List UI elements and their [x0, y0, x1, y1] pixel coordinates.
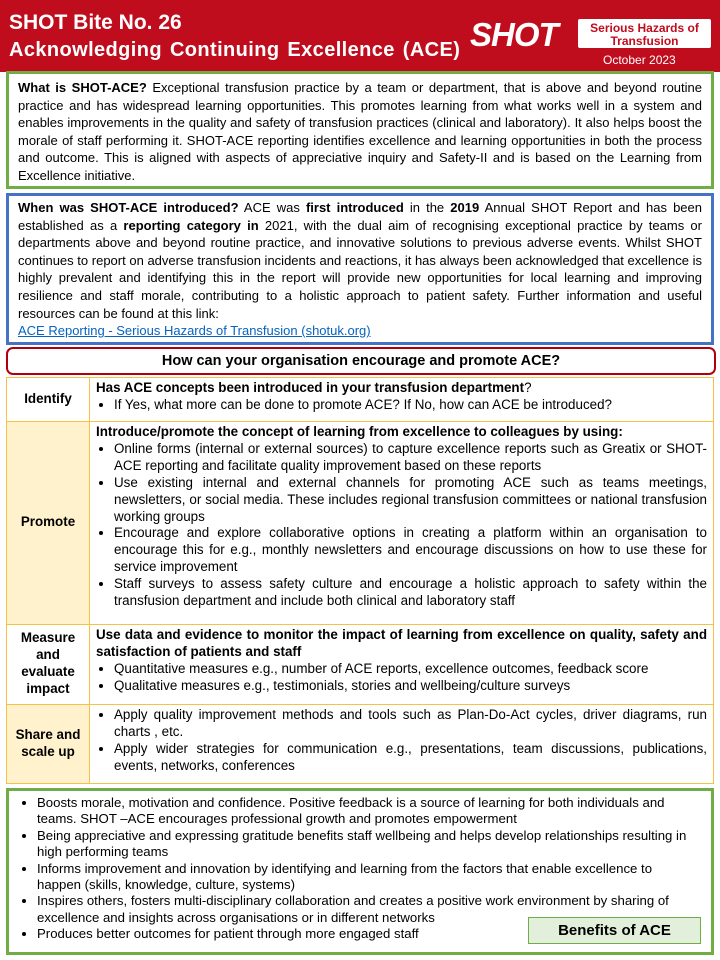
identify-heading [96, 380, 707, 397]
list-item: • Apply wider strategies for communication e.g., presentations, team discussions, publications, events, networks, conferences [114, 741, 707, 775]
when-text-4: 2021, with the dual aim of recognising exceptional practice by teams or departments above and beyond routine practice, and innovative solutions to previous adverse events. Whilst SHOT continues to report on adverse transfusion incidents and reactions, it has always been acknowledged that excellence is highly prevalent and identifying this in the report will provide new opportunities for local learning and improving resilience and staff morale, contributing to a holistic approach to patient safety. Further information and useful resources can be found at this link: [18, 217, 702, 321]
table-row-measure [7, 625, 714, 705]
row-label-promote: Promote [7, 422, 90, 625]
list-item: • Qualitative measures e.g., testimonials, stories and wellbeing/culture surveys [114, 678, 707, 695]
shot-logo: SHOT [470, 16, 558, 53]
promote-heading: Introduce/promote the concept of learning from excellence to colleagues by using: [96, 424, 623, 439]
when-introduced-heading: When was SHOT-ACE introduced? [18, 200, 239, 215]
list-item: • Quantitative measures e.g., number of ACE reports, excellence outcomes, feedback score [114, 661, 707, 678]
action-table [6, 377, 714, 784]
benefits-label: Benefits of ACE [528, 917, 701, 944]
list-item: • Produces better outcomes for patient through more engaged staff [37, 926, 697, 942]
row-label-share: Share and scale up [7, 705, 90, 784]
list-item: • Apply quality improvement methods and tools such as Plan-Do-Act cycles, driver diagrams, run charts , etc. [114, 707, 707, 741]
table-row-share [7, 705, 714, 784]
promote-list [96, 441, 707, 610]
when-bold-1: first introduced [305, 200, 404, 215]
what-is-ace-paragraph [18, 79, 702, 185]
row-content-share [90, 705, 714, 784]
list-item: • Being appreciative and expressing gratitude benefits staff wellbeing and helps develop relationships resulting in high performing teams [37, 828, 697, 861]
measure-heading: Use data and evidence to monitor the impact of learning from excellence on quality, safety and satisfaction of patients and staff [96, 627, 707, 659]
row-content-identify [90, 378, 714, 422]
list-item: • Staff surveys to assess safety culture and encourage a holistic approach to safety within the transfusion department and include both clinical and laboratory staff [114, 576, 707, 610]
row-content-promote [90, 422, 714, 625]
list-item: • Informs improvement and innovation by identifying and learning from the factors that enable excellence to happen (skills, knowledge, culture, systems) [37, 861, 697, 894]
row-label-identify: Identify [7, 378, 90, 422]
publication-date: October 2023 [603, 53, 676, 67]
list-item: • Online forms (internal or external sources) to capture excellence reports such as Greatix or SHOT-ACE reporting and facilitate quality improvement based on these reports [114, 441, 707, 475]
when-text-1: ACE was [238, 200, 306, 215]
table-row-promote [7, 422, 714, 625]
list-item: • Encourage and explore collaborative options in creating a platform within an organisation to encourage this for e.g., monthly newsletters and encourage discussions on how to use these for service improvement [114, 525, 707, 576]
what-is-ace-heading: What is SHOT-ACE? [18, 80, 147, 95]
when-introduced-box [6, 193, 714, 345]
when-text-3: Annual SHOT Report and has been established as a [18, 200, 702, 233]
when-introduced-paragraph [18, 199, 702, 340]
list-item: • Use existing internal and external channels for promoting ACE such as teams meetings, newsletters, or social media. These includes regional transfusion committees or national transfusion working groups [114, 475, 707, 526]
row-label-measure: Measure and evaluate impact [7, 625, 90, 705]
list-item: • Boosts morale, motivation and confidence. Positive feedback is a source of learning for both individuals and teams. SHOT –ACE encourages professional growth and promotes empowerment [37, 795, 697, 828]
table-row-identify [7, 378, 714, 422]
measure-list [96, 661, 707, 695]
when-bold-2: 2019 [450, 200, 480, 215]
bite-subtitle: Acknowledging Continuing Excellence (ACE) [9, 39, 461, 61]
when-text-2: in the [403, 200, 451, 215]
when-bold-3: reporting category in [123, 217, 259, 233]
identify-heading-text: Has ACE concepts been introduced in your transfusion department [96, 380, 525, 395]
share-list [96, 707, 707, 775]
what-is-ace-box [6, 71, 714, 189]
row-content-measure [90, 625, 714, 705]
identify-heading-mark: ? [524, 380, 532, 395]
list-item: • If Yes, what more can be done to promote ACE? If No, how can ACE be introduced? [114, 397, 707, 414]
bite-title: SHOT Bite No. 26 [9, 11, 182, 34]
header-banner [0, 0, 720, 72]
shot-logo-tagline: Serious Hazards of Transfusion [578, 19, 711, 48]
identify-list [96, 397, 707, 414]
list-item: • Inspires others, fosters multi-disciplinary collaboration and creates a positive work environment by sharing of excellence and insights across organisations or in different networks [37, 893, 697, 926]
what-is-ace-text: Exceptional transfusion practice by a team or department, that is above and beyond routine practice and has widespread learning opportunities. This promotes learning from what works well in a system and enables improvements in the quality and safety of transfusion practices (clinical and laboratory). It also helps boost the morale of staff performing it. SHOT-ACE reporting identifies excellence and learning opportunities in both the process and outcome. This is aligned with aspects of appreciative inquiry and Safety-II and is based on the Learning from Excellence initiative. [18, 80, 702, 183]
question-banner: How can your organisation encourage and promote ACE? [6, 347, 716, 375]
ace-reporting-link[interactable]: ACE Reporting - Serious Hazards of Transfusion (shotuk.org) [18, 323, 371, 339]
